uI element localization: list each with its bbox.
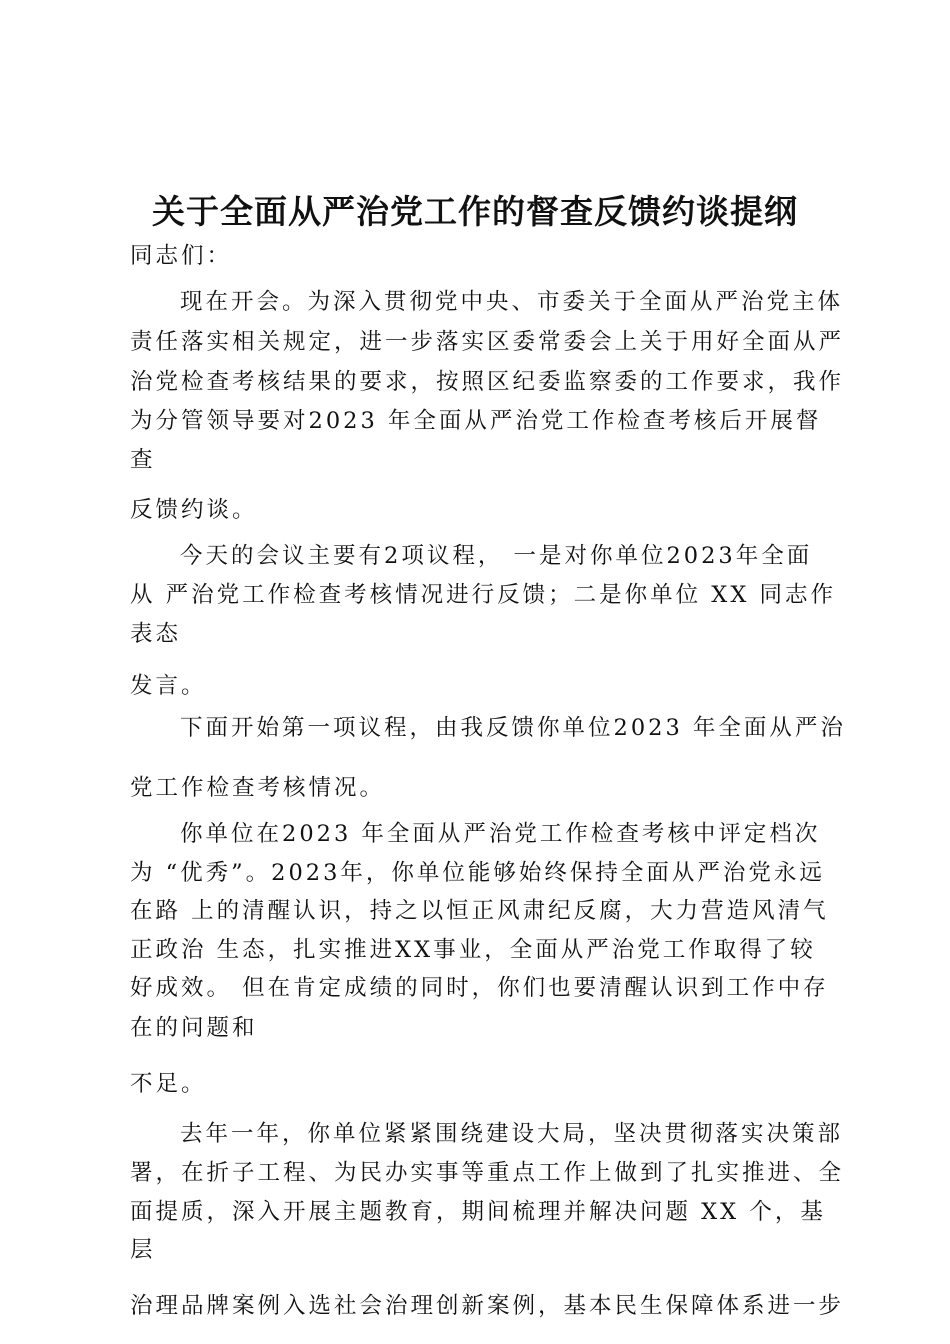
paragraph-line: 去年一年，你单位紧紧围绕建设大局，坚决贯彻落实决策部	[180, 1121, 844, 1147]
document-title: 关于全面从严治党工作的督查反馈约谈提纲	[152, 192, 798, 231]
paragraph-line: 现在开会。为深入贯彻党中央、市委关于全面从严治党主体	[180, 289, 844, 315]
paragraph-line: 党工作检查考核情况。	[130, 775, 386, 801]
paragraph-line: 从 严治党工作检查考核情况进行反馈；二是你单位 XX 同志作	[130, 582, 836, 608]
paragraph-line: 面提质，深入开展主题教育，期间梳理并解决问题 XX 个，基	[130, 1199, 826, 1225]
paragraph-line: 不足。	[130, 1071, 207, 1097]
paragraph-line: 好成效。 但在肯定成绩的同时，你们也要清醒认识到工作中存	[130, 975, 829, 1001]
paragraph-line: 今天的会议主要有2项议程， 一是对你单位2023年全面	[180, 543, 813, 569]
paragraph-line: 层	[130, 1237, 156, 1263]
paragraph-line: 你单位在2023 年全面从严治党工作检查考核中评定档次	[180, 821, 821, 847]
paragraph-line: 在的问题和	[130, 1015, 258, 1041]
paragraph-line: 查	[130, 447, 156, 473]
paragraph-line: 表态	[130, 621, 182, 647]
paragraph-line: 为分管领导要对2023 年全面从严治党工作检查考核后开展督	[130, 408, 822, 434]
paragraph-line: 署，在折子工程、为民办实事等重点工作上做到了扎实推进、全	[130, 1160, 845, 1186]
paragraph-line: 正政治 生态，扎实推进XX事业，全面从严治党工作取得了较	[130, 937, 816, 963]
paragraph-line: 责任落实相关规定，进一步落实区委常委会上关于用好全面从严	[130, 329, 845, 355]
paragraph-line: 治党检查考核结果的要求，按照区纪委监察委的工作要求，我作	[130, 369, 845, 395]
paragraph-line: 下面开始第一项议程，由我反馈你单位2023 年全面从严治	[180, 715, 846, 741]
paragraph-line: 发言。	[130, 673, 207, 699]
greeting: 同志们：	[130, 243, 233, 269]
paragraph-line: 反馈约谈。	[130, 497, 258, 523]
paragraph-line: 在路 上的清醒认识，持之以恒正风肃纪反腐，大力营造风清气	[130, 898, 829, 924]
paragraph-line: 为 “优秀”。2023年，你单位能够始终保持全面从严治党永远	[130, 860, 825, 886]
paragraph-line: 治理品牌案例入选社会治理创新案例，基本民生保障体系进一步	[130, 1293, 845, 1319]
